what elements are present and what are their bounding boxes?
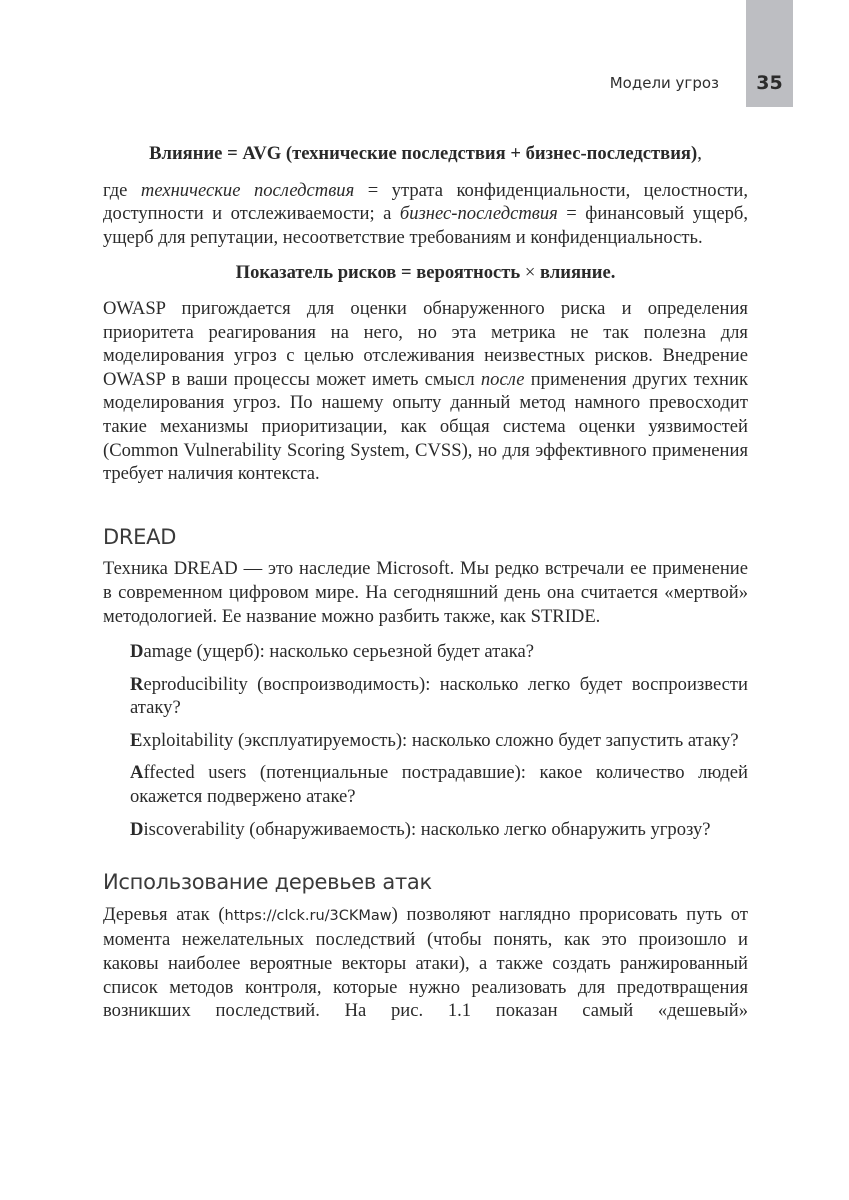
- text-run: где: [103, 179, 141, 201]
- multiply-operator: ×: [524, 262, 536, 284]
- formula-impact-tail: ,: [697, 143, 702, 164]
- list-item-text: xploitability (эксплуатируемость): насколько сложно будет запустить атаку?: [142, 729, 739, 751]
- section-heading-dread: DREAD: [103, 524, 177, 549]
- formula-risk-right: влияние.: [535, 262, 616, 284]
- italic-term: технические последствия: [140, 179, 355, 201]
- attack-trees-paragraph: [103, 903, 748, 1023]
- italic-term: бизнес-последствия: [399, 203, 558, 225]
- list-item-text: eproducibility (воспроизводимость): насколько легко будет воспроизвести атаку?: [130, 673, 748, 719]
- list-item-text: iscoverability (обнаруживаемость): насколько легко обнаружить угрозу?: [143, 818, 711, 840]
- list-item: [130, 818, 748, 842]
- list-item-initial: E: [130, 729, 143, 751]
- impact-definition-paragraph: [103, 179, 748, 250]
- formula-impact-text: Влияние = AVG (технические последствия + бизнес-последствия): [149, 143, 698, 164]
- list-item-text: ffected users (потенциальные пострадавшие): какое количество людей окажется подвержено атаке?: [130, 762, 748, 808]
- italic-term: после: [480, 368, 525, 390]
- dread-list: [103, 640, 748, 841]
- list-item: [130, 761, 748, 808]
- text-run: OWASP пригождается для оценки обнаруженного риска и определения приоритета реагирования на него, но эта метрика не так полезна для моделирования угроз с целью отслеживания неизвестных рисков. Внедрение OWASP в ваши процессы может иметь смысл: [103, 297, 748, 390]
- list-item-initial: D: [130, 641, 144, 663]
- formula-risk-left: Показатель рисков = вероятность: [235, 262, 525, 284]
- dread-intro-paragraph: Техника DREAD — это наследие Microsoft. Мы редко встречали ее применение в современном цифровом мире. На сегодняшний день она считается «мертвой» методологией. Ее название можно разбить также, как STRIDE.: [103, 558, 748, 627]
- owasp-paragraph: [103, 297, 748, 486]
- formula-risk: [103, 261, 748, 285]
- formula-impact: [103, 142, 748, 166]
- text-run: = финансовый ущерб, ущерб для репутации, несоответствие требованиям и конфиденциальность.: [103, 203, 748, 248]
- page-body: [103, 142, 748, 1023]
- page-number: 35: [756, 72, 783, 94]
- list-item-text: amage (ущерб): насколько серьезной будет атака?: [143, 641, 534, 663]
- text-run: ) позволяют наглядно прорисовать путь от момента нежелательных последствий (чтобы понять, как это произошло и каковы наиболее вероятные векторы атаки), а также создать ранжированный список методов контроля, которые нужно реализовать для предотвращения возникших последствий. На рис. 1.1 показан самый «дешевый»: [103, 903, 748, 1022]
- text-run: применения других техник моделирования угроз. По нашему опыту данный метод намного превосходит такие механизмы приоритизации, как общая система оценки уязвимостей (Common Vulnerability Scoring System, CVSS), но для эффективного применения требует наличия контекста.: [103, 368, 748, 485]
- attack-trees-link[interactable]: https://clck.ru/3CKMaw: [224, 907, 392, 924]
- text-run: = утрата конфиденциальности, целостности, доступности и отслеживаемости; а: [103, 179, 748, 225]
- list-item-initial: A: [130, 762, 144, 784]
- list-item: [130, 729, 748, 753]
- list-item: [130, 640, 748, 664]
- list-item: [130, 673, 748, 720]
- list-item-initial: R: [130, 673, 144, 695]
- section-heading-attack-trees: Использование деревьев атак: [103, 870, 432, 895]
- text-run: Деревья атак (: [103, 903, 225, 925]
- list-item-initial: D: [130, 818, 144, 840]
- running-header-title: Модели угроз: [609, 74, 719, 92]
